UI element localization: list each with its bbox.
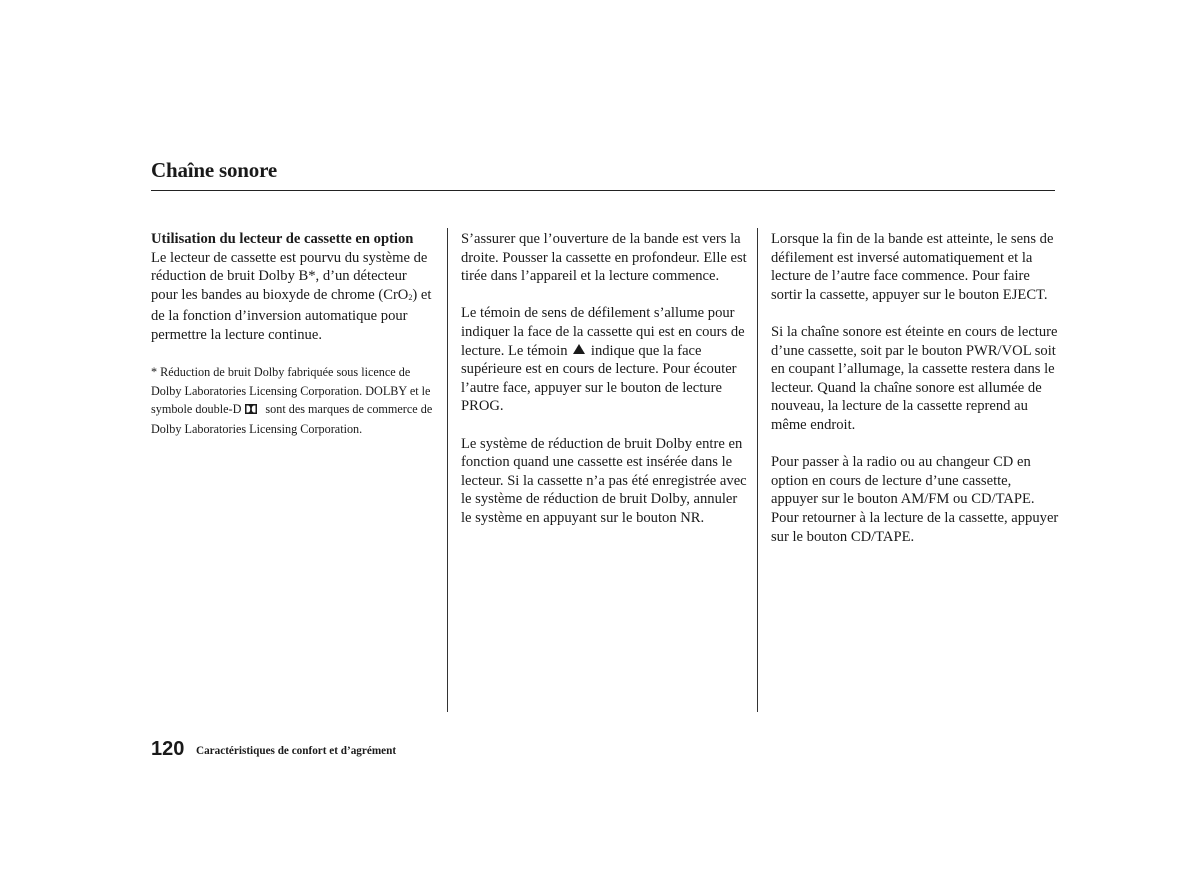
insert-cassette-paragraph: S’assurer que l’ouverture de la bande est vers la droite. Pousser la cassette en profondeur. Elle est tirée dans l’appareil et la lecture commence.: [461, 231, 747, 285]
section-heading: Utilisation du lecteur de cassette en option: [151, 231, 414, 247]
column-divider-2: [757, 228, 758, 712]
footnote: [151, 363, 436, 438]
intro-paragraph: [151, 249, 436, 345]
page-number: 120: [151, 738, 185, 760]
footer-section-title: Caractéristiques de confort et d’agrément: [196, 745, 397, 757]
direction-text-b: indique que la face supérieure est en cours de lecture. Pour écouter l’autre face, appuyer sur le bouton de lecture PROG.: [461, 342, 737, 415]
footnote-text-a: * Réduction de bruit Dolby fabriquée sous licence de Dolby Laboratories Licensing Corporation. DOLBY et le symbole double-D: [151, 365, 431, 417]
triangle-up-icon: [573, 344, 585, 354]
dolby-nr-paragraph: Le système de réduction de bruit Dolby entre en fonction quand une cassette est insérée dans le lecteur. Si la cassette n’a pas été enregistrée avec le système de réduction de bruit Dolby, annuler le système en appuyant sur le bouton NR.: [461, 435, 747, 526]
header-rule: [151, 190, 1055, 191]
page-title: Chaîne sonore: [151, 158, 277, 182]
chemical-subscript: 2: [408, 292, 413, 302]
auto-reverse-paragraph: Lorsque la fin de la bande est atteinte, le sens de défilement est inversé automatiquement et la lecture de l’autre face commence. Pour faire sortir la cassette, appuyer sur le bouton EJECT.: [771, 231, 1054, 303]
column-divider-1: [447, 228, 448, 712]
power-off-paragraph: Si la chaîne sonore est éteinte en cours de lecture d’une cassette, soit par le bouton PWR/VOL soit en coupant l’allumage, la cassette restera dans le lecteur. Quand la chaîne sonore est allumée de nouveau, la lecture de la cassette reprend au même endroit.: [771, 323, 1058, 433]
column-3: [771, 230, 1059, 565]
dolby-double-d-icon: [245, 401, 257, 420]
direction-indicator-paragraph: [461, 304, 749, 416]
footnote-text-b: sont des marques de commerce de Dolby Laboratories Licensing Corporation.: [151, 402, 433, 436]
column-1: [151, 230, 436, 438]
column-2: [461, 230, 749, 546]
switch-source-paragraph: Pour passer à la radio ou au changeur CD en option en cours de lecture d’une cassette, appuyer sur le bouton AM/FM ou CD/TAPE. Pour retourner à la lecture de la cassette, appuyer sur le bouton CD/TAPE.: [771, 454, 1059, 545]
intro-text-a: Le lecteur de cassette est pourvu du système de réduction de bruit Dolby B*, d’un détecteur pour les bandes au bioxyde de chrome (CrO: [151, 249, 428, 303]
intro-text-b: ) et de la fonction d’inversion automatique pour permettre la lecture continue.: [151, 286, 432, 343]
direction-text-a: Le témoin de sens de défilement s’allume pour indiquer la face de la cassette qui est en cours de lecture. Le témoin: [461, 305, 745, 359]
